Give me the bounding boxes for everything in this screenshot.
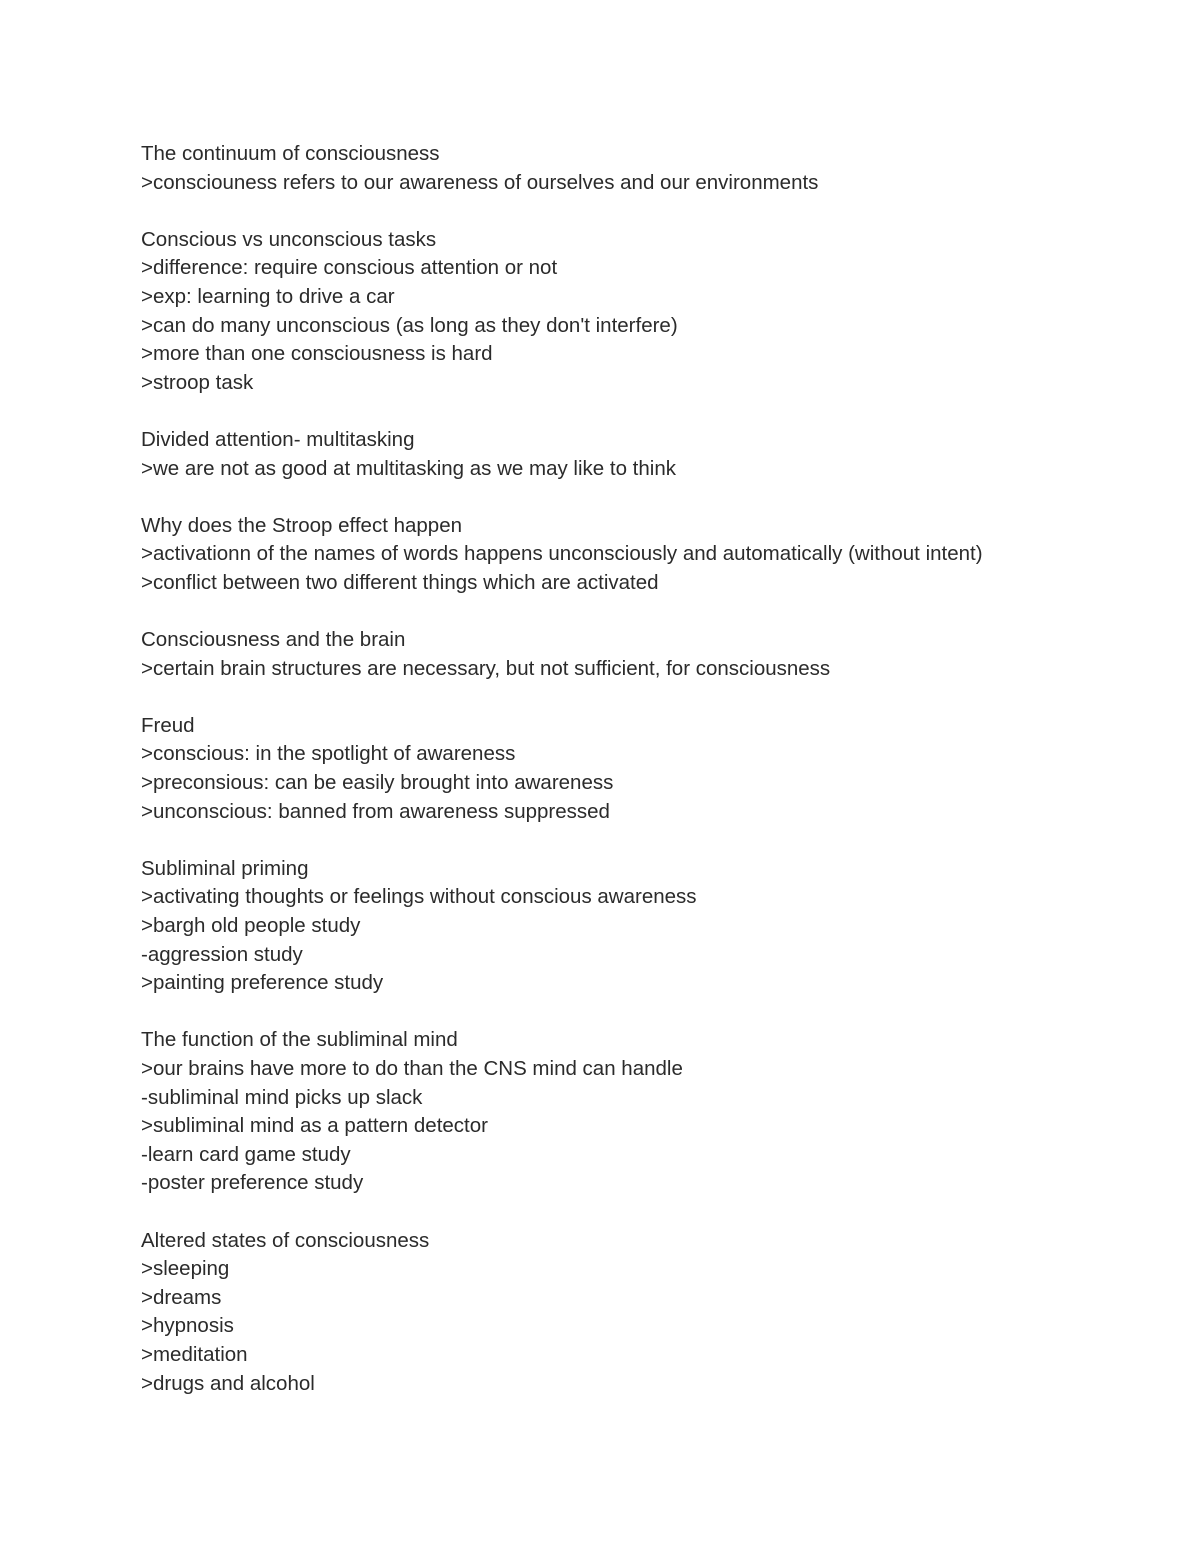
note-line: >conflict between two different things which are activated xyxy=(141,570,659,594)
note-line: >subliminal mind as a pattern detector xyxy=(141,1114,488,1138)
section-subliminal-priming xyxy=(141,855,1141,998)
section-heading: Divided attention- multitasking xyxy=(141,427,415,451)
note-line: >conscious: in the spotlight of awareness xyxy=(141,742,516,766)
section-heading: Consciousness and the brain xyxy=(141,628,406,652)
section-heading: Subliminal priming xyxy=(141,856,309,880)
note-line: >difference: require conscious attention or not xyxy=(141,256,558,280)
note-line: -aggression study xyxy=(141,942,303,966)
note-line: >hypnosis xyxy=(141,1314,234,1338)
section-consciousness-brain xyxy=(141,626,1141,683)
note-line: >drugs and alcohol xyxy=(141,1371,315,1395)
note-line: >certain brain structures are necessary, but not sufficient, for consciousness xyxy=(141,656,831,680)
note-line: >bargh old people study xyxy=(141,914,361,938)
note-line: >meditation xyxy=(141,1342,248,1366)
note-line: >unconscious: banned from awareness suppressed xyxy=(141,799,610,823)
note-line: >our brains have more to do than the CNS mind can handle xyxy=(141,1057,683,1080)
note-line: >dreams xyxy=(141,1285,222,1309)
section-conscious-tasks xyxy=(141,226,1141,398)
note-line: >sleeping xyxy=(141,1257,230,1281)
note-line: >exp: learning to drive a car xyxy=(141,284,395,308)
section-heading: The continuum of consciousness xyxy=(141,142,440,165)
note-line: >stroop task xyxy=(141,370,254,394)
note-line: -subliminal mind picks up slack xyxy=(141,1085,423,1109)
note-line: >we are not as good at multitasking as we may like to think xyxy=(141,456,676,480)
note-line: >preconsious: can be easily brought into awareness xyxy=(141,771,614,795)
section-stroop-effect xyxy=(141,512,1141,598)
note-line: >more than one consciousness is hard xyxy=(141,342,493,366)
notes-body xyxy=(141,140,1141,1427)
section-heading: Freud xyxy=(141,713,195,737)
note-line: >painting preference study xyxy=(141,971,384,995)
note-line: >can do many unconscious (as long as they don't interfere) xyxy=(141,313,678,337)
note-line: >activationn of the names of words happens unconsciously and automatically (without intent) xyxy=(141,542,983,566)
note-line: -poster preference study xyxy=(141,1171,364,1195)
section-heading: The function of the subliminal mind xyxy=(141,1028,458,1052)
section-heading: Conscious vs unconscious tasks xyxy=(141,227,437,251)
note-line: >activating thoughts or feelings without conscious awareness xyxy=(141,885,697,909)
note-line: -learn card game study xyxy=(141,1142,351,1166)
section-continuum xyxy=(141,140,1141,197)
section-divided-attention xyxy=(141,426,1141,483)
section-freud xyxy=(141,712,1141,826)
note-line: >consciouness refers to our awareness of ourselves and our environments xyxy=(141,170,819,194)
section-heading: Altered states of consciousness xyxy=(141,1228,430,1252)
section-subliminal-mind xyxy=(141,1026,1141,1198)
section-altered-states xyxy=(141,1227,1141,1399)
section-heading: Why does the Stroop effect happen xyxy=(141,513,463,537)
